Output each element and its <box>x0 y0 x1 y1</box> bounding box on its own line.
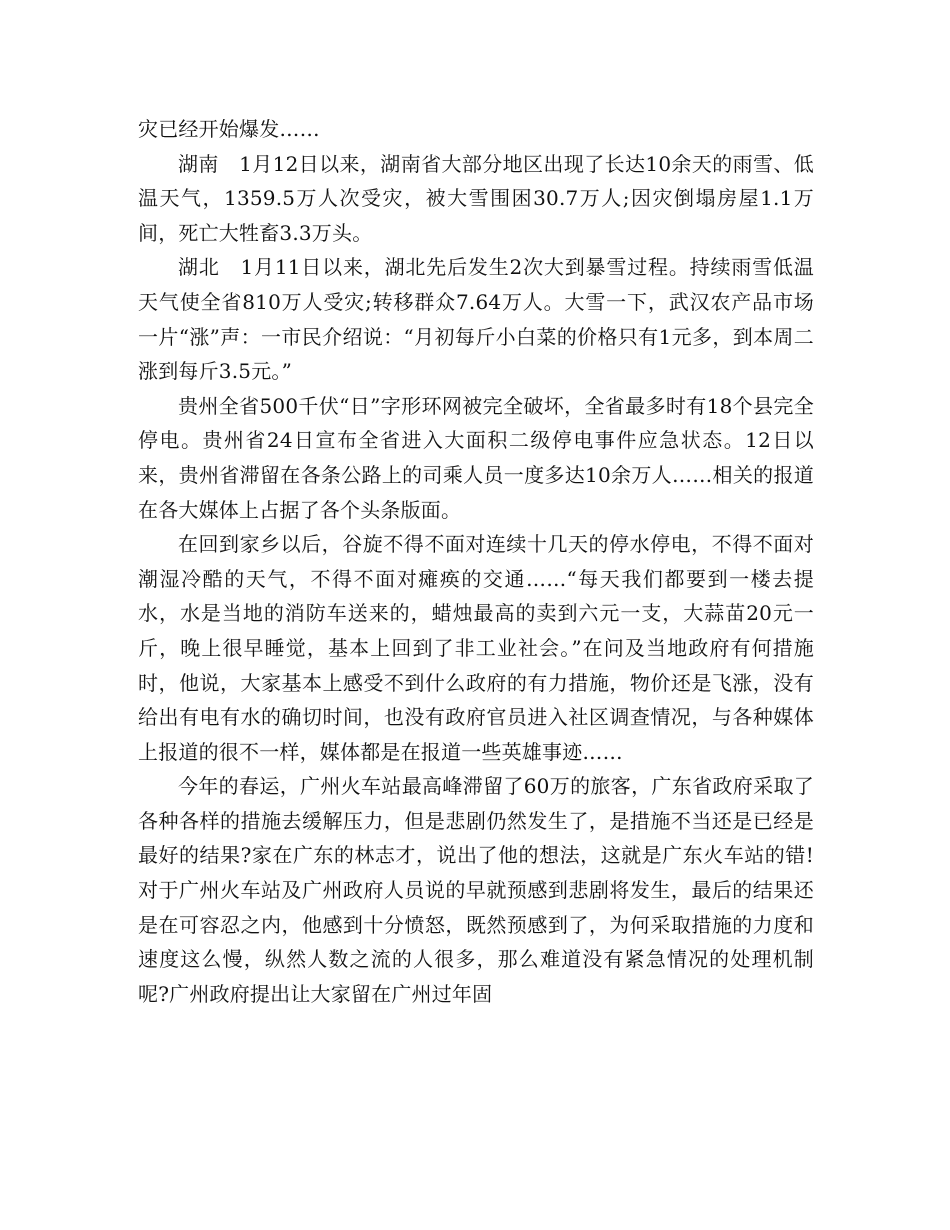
paragraph-hubei: 湖北 1月11日以来，湖北先后发生2次大到暴雪过程。持续雨雪低温天气使全省810万人受灾;转移群众7.64万人。大雪一下，武汉农产品市场一片“涨”声：一市民介绍说：“月初每斤小白菜的价格只有1元多，到本周二涨到每斤3.5元。” <box>138 255 814 384</box>
paragraph-gu-xuan: 在回到家乡以后，谷旋不得不面对连续十几天的停水停电，不得不面对潮湿冷酷的天气，不得不面对瘫痪的交通……“每天我们都要到一楼去提水，水是当地的消防车送来的，蜡烛最高的卖到六元一支，大蒜苗20元一斤，晚上很早睡觉，基本上回到了非工业社会。”在问及当地政府有何措施时，他说，大家基本上感受不到什么政府的有力措施，物价还是飞涨，没有给出有电有水的确切时间，也没有政府官员进入社区调查情况，与各种媒体上报道的很不一样，媒体都是在报道一些英雄事迹…… <box>138 532 814 764</box>
paragraph-hunan: 湖南 1月12日以来，湖南省大部分地区出现了长达10余天的雨雪、低温天气，1359.5万人次受灾，被大雪围困30.7万人;因灾倒塌房屋1.1万间，死亡大牲畜3.3万头。 <box>138 151 814 245</box>
paragraph-continuation: 灾已经开始爆发…… <box>138 117 320 141</box>
paragraph-guangzhou: 今年的春运，广州火车站最高峰滞留了60万的旅客，广东省政府采取了各种各样的措施去缓解压力，但是悲剧仍然发生了，是措施不当还是已经是最好的结果?家在广东的林志才，说出了他的想法，这就是广东火车站的错!对于广州火车站及广州政府人员说的早就预感到悲剧将发生，最后的结果还是在可容忍之内，他感到十分愤怒，既然预感到了，为何采取措施的力度和速度这么慢，纵然人数之流的人很多，那么难道没有紧急情况的处理机制呢?广州政府提出让大家留在广州过年固 <box>138 774 814 1006</box>
document-body <box>138 112 814 1011</box>
paragraph-guizhou: 贵州全省500千伏“日”字形环网被完全破坏，全省最多时有18个县完全停电。贵州省24日宣布全省进入大面积二级停电事件应急状态。12日以来，贵州省滞留在各条公路上的司乘人员一度多达10余万人……相关的报道在各大媒体上占据了各个头条版面。 <box>138 393 814 522</box>
